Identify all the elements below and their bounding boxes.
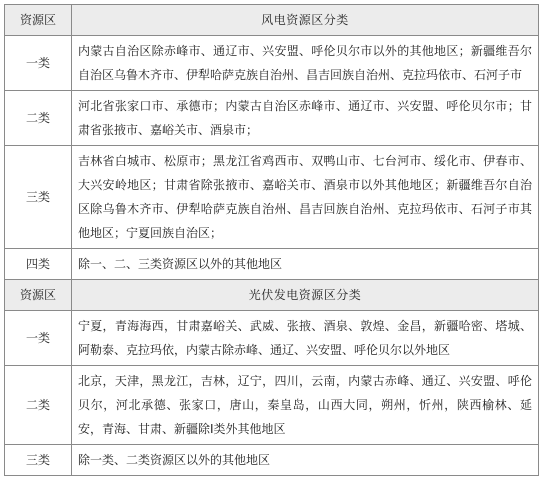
solar-section-title: 光伏发电资源区分类 bbox=[72, 280, 539, 311]
wind-header-row bbox=[5, 5, 539, 36]
wind-content-2: 河北省张家口市、承德市；内蒙古自治区赤峰市、通辽市、兴安盟、呼伦贝尔市；甘肃省张掖市、嘉峪关市、酒泉市； bbox=[72, 91, 539, 146]
solar-header-label: 资源区 bbox=[5, 280, 72, 311]
wind-section-title: 风电资源区分类 bbox=[72, 5, 539, 36]
wind-category-3: 三类 bbox=[5, 146, 72, 249]
solar-content-3: 除一类、二类资源区以外的其他地区 bbox=[72, 445, 539, 476]
wind-content-1: 内蒙古自治区除赤峰市、通辽市、兴安盟、呼伦贝尔市以外的其他地区；新疆维吾尔自治区乌鲁木齐市、伊犁哈萨克族自治州、昌吉回族自治州、克拉玛依市、石河子市 bbox=[72, 36, 539, 91]
wind-category-1: 一类 bbox=[5, 36, 72, 91]
table-row bbox=[5, 91, 539, 146]
solar-content-2: 北京，天津，黑龙江，吉林，辽宁，四川，云南，内蒙古赤峰、通辽、兴安盟、呼伦贝尔，河北承德、张家口，唐山，秦皇岛，山西大同，朔州，忻州，陕西榆林、延安，青海、甘肃、新疆除Ⅰ类外其他地区 bbox=[72, 366, 539, 445]
solar-category-2: 二类 bbox=[5, 366, 72, 445]
resource-zone-table bbox=[4, 4, 539, 476]
table-row bbox=[5, 36, 539, 91]
solar-header-row bbox=[5, 280, 539, 311]
table-row bbox=[5, 445, 539, 476]
solar-category-3: 三类 bbox=[5, 445, 72, 476]
wind-content-4: 除一、二、三类资源区以外的其他地区 bbox=[72, 249, 539, 280]
table-row bbox=[5, 311, 539, 366]
table-row bbox=[5, 366, 539, 445]
wind-content-3: 吉林省白城市、松原市；黑龙江省鸡西市、双鸭山市、七台河市、绥化市、伊春市、大兴安岭地区；甘肃省除张掖市、嘉峪关市、酒泉市以外其他地区；新疆维吾尔自治区除乌鲁木齐市、伊犁哈萨克族自治州、昌吉回族自治州、克拉玛依市、石河子市其他地区；宁夏回族自治区； bbox=[72, 146, 539, 249]
wind-category-2: 二类 bbox=[5, 91, 72, 146]
wind-category-4: 四类 bbox=[5, 249, 72, 280]
solar-category-1: 一类 bbox=[5, 311, 72, 366]
wind-header-label: 资源区 bbox=[5, 5, 72, 36]
solar-content-1: 宁夏，青海海西，甘肃嘉峪关、武威、张掖、酒泉、敦煌、金昌，新疆哈密、塔城、阿勒泰、克拉玛依，内蒙古除赤峰、通辽、兴安盟、呼伦贝尔以外地区 bbox=[72, 311, 539, 366]
table-row bbox=[5, 146, 539, 249]
table-row bbox=[5, 249, 539, 280]
